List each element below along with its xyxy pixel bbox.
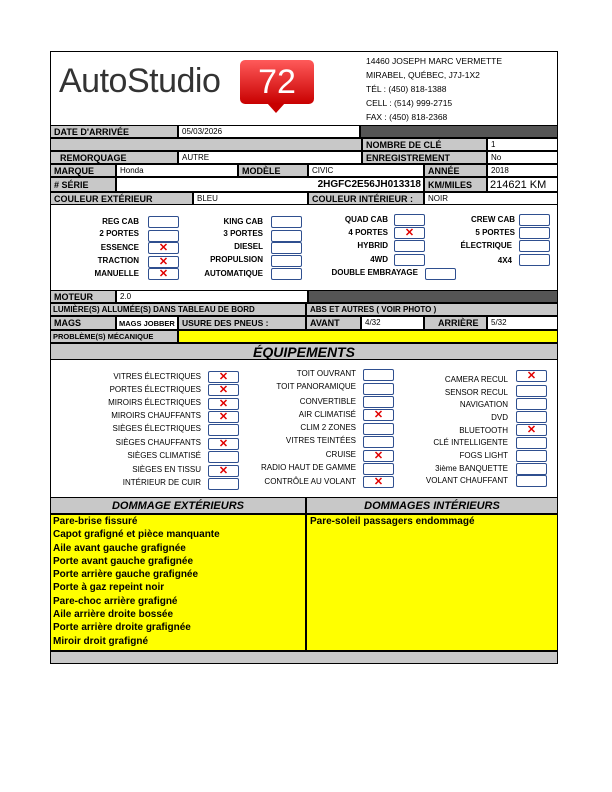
check-mark-icon: ✕ xyxy=(373,450,384,462)
equipment-checkbox-vitres-electriques[interactable] xyxy=(208,371,239,383)
equipment-checkbox-bluetooth[interactable] xyxy=(516,424,547,436)
serial-label: # SÉRIE xyxy=(50,177,116,192)
equipment-checkbox-sieges-en-tissu[interactable] xyxy=(208,465,239,477)
address-line2: MIRABEL, QUÉBEC, J7J-1X2 xyxy=(366,70,480,80)
equipment-label: MIROIRS ÉLECTRIQUES xyxy=(108,398,201,407)
mech-value-field[interactable] xyxy=(178,330,558,343)
check-mark-icon: ✕ xyxy=(158,256,169,268)
equipment-label: CLIM 2 ZONES xyxy=(300,423,356,432)
make-value[interactable]: Honda xyxy=(116,164,238,177)
option-label: AUTOMATIQUE xyxy=(204,269,263,278)
wheels-label: MAGS xyxy=(50,316,116,330)
option-label: TRACTION xyxy=(97,256,139,265)
serial-value[interactable]: 2HGFC2E56JH013318 xyxy=(116,177,424,192)
equipment-label: SIÈGES EN TISSU xyxy=(132,465,201,474)
equipment-label: SIÈGES ÉLECTRIQUES xyxy=(112,424,201,433)
mech-label: PROBLÈME(S) MÉCANIQUE xyxy=(50,330,178,343)
equipment-checkbox-dvd[interactable] xyxy=(516,411,547,423)
equipment-checkbox-navigation[interactable] xyxy=(516,398,547,410)
registration-label: ENREGISTREMENT xyxy=(362,151,487,164)
keys-label: NOMBRE DE CLÉ xyxy=(362,138,487,151)
towing-label: REMORQUAGE xyxy=(50,151,178,164)
equipment-checkbox-volant-chauffant[interactable] xyxy=(516,475,547,487)
int-damage-title: DOMMAGES INTÉRIEURS xyxy=(306,497,558,514)
equipment-label: NAVIGATION xyxy=(459,400,508,409)
footer-bar xyxy=(50,651,558,664)
option-label: PROPULSION xyxy=(210,255,263,264)
list-item: Porte arrière droite grafignée xyxy=(53,622,191,634)
list-item: Miroir droit grafigné xyxy=(53,635,148,647)
engine-label: MOTEUR xyxy=(50,290,116,303)
equipment-checkbox-miroirs-electriques[interactable] xyxy=(208,398,239,410)
equipment-checkbox-air-climatise[interactable] xyxy=(363,409,394,421)
equipment-checkbox-fogs-light[interactable] xyxy=(516,450,547,462)
equipment-checkbox-interieur-de-cuir[interactable] xyxy=(208,478,239,490)
equipment-label: CRUISE xyxy=(325,450,356,459)
option-label: DOUBLE EMBRAYAGE xyxy=(331,268,418,277)
list-item: Porte arrière gauche grafignée xyxy=(53,569,199,581)
equipment-checkbox-toit-ouvrant[interactable] xyxy=(363,369,394,381)
logo-badge xyxy=(240,60,314,104)
km-label: KM/MILES xyxy=(424,177,487,192)
option-label: 4X4 xyxy=(497,256,512,265)
equipment-label: BLUETOOTH xyxy=(459,426,508,435)
logo-number: 72 xyxy=(258,63,296,101)
rear-label: ARRIÈRE xyxy=(424,316,487,330)
check-mark-icon: ✕ xyxy=(158,268,169,280)
check-mark-icon: ✕ xyxy=(218,371,229,383)
check-mark-icon: ✕ xyxy=(218,411,229,423)
equipment-checkbox-cruise[interactable] xyxy=(363,450,394,462)
year-label: ANNÉE xyxy=(424,164,487,177)
option-label: 3 PORTES xyxy=(223,229,263,238)
make-label: MARQUE xyxy=(50,164,116,177)
equipment-label: VOLANT CHAUFFANT xyxy=(425,476,508,485)
registration-value[interactable]: No xyxy=(487,151,558,164)
list-item: Porte avant gauche grafignée xyxy=(53,555,194,567)
list-item: Pare-soleil passagers endommagé xyxy=(310,516,475,527)
option-label: 5 PORTES xyxy=(475,228,515,237)
equipment-label: CONTRÔLE AU VOLANT xyxy=(264,477,356,486)
equipment-checkbox-convertible[interactable] xyxy=(363,396,394,408)
equipment-label: VITRES ÉLECTRIQUES xyxy=(113,372,201,381)
arrival-value[interactable]: 05/03/2026 xyxy=(178,125,360,138)
check-mark-icon: ✕ xyxy=(218,384,229,396)
ext-damage-list[interactable] xyxy=(50,514,306,651)
option-label: 4WD xyxy=(370,255,388,264)
year-value[interactable]: 2018 xyxy=(487,164,558,177)
equipment-checkbox-sieges-climatise[interactable] xyxy=(208,451,239,463)
equipment-label: 3ième BANQUETTE xyxy=(435,464,508,473)
check-mark-icon: ✕ xyxy=(158,242,169,254)
equipment-label: RADIO HAUT DE GAMME xyxy=(261,463,356,472)
equipment-checkbox-clim-2-zones[interactable] xyxy=(363,423,394,435)
list-item: Pare-choc arrière grafigné xyxy=(53,595,178,607)
engine-bar xyxy=(308,290,558,303)
ext-damage-title: DOMMAGE EXTÉRIEURS xyxy=(50,497,306,514)
option-label: QUAD CAB xyxy=(344,215,388,224)
equipment-checkbox-sieges-electriques[interactable] xyxy=(208,424,239,436)
check-mark-icon: ✕ xyxy=(373,409,384,421)
option-label: 2 PORTES xyxy=(99,229,139,238)
list-item: Aile avant gauche grafignée xyxy=(53,542,186,554)
equipment-checkbox-toit-panoramique[interactable] xyxy=(363,383,394,395)
check-mark-icon: ✕ xyxy=(526,424,537,436)
equipment-label: SENSOR RECUL xyxy=(444,388,508,397)
equipment-checkbox-3ieme-banquette[interactable] xyxy=(516,463,547,475)
keys-value[interactable]: 1 xyxy=(487,138,558,151)
ext-color-value[interactable]: BLEU xyxy=(193,192,308,205)
option-label: ÉLECTRIQUE xyxy=(460,241,512,250)
option-checkbox-double-embrayage[interactable] xyxy=(425,268,456,280)
equipment-checkbox-vitres-teintees[interactable] xyxy=(363,436,394,448)
ext-color-label: COULEUR EXTÉRIEUR xyxy=(50,192,193,205)
equipment-checkbox-controle-au-volant[interactable] xyxy=(363,476,394,488)
logo-badge-tail xyxy=(267,103,285,113)
equipment-label: SIÈGES CLIMATISÉ xyxy=(127,451,201,460)
check-mark-icon: ✕ xyxy=(218,398,229,410)
fax: FAX : (450) 818-2368 xyxy=(366,112,448,122)
cell: CELL : (514) 999-2715 xyxy=(366,98,453,108)
equipment-label: AIR CLIMATISÉ xyxy=(298,410,356,419)
option-label: HYBRID xyxy=(357,241,388,250)
equipment-label: FOGS LIGHT xyxy=(459,451,508,460)
spacer-row xyxy=(50,138,362,151)
option-label: DIESEL xyxy=(234,242,263,251)
address-line1: 14460 JOSEPH MARC VERMETTE xyxy=(366,56,503,66)
equipment-label: TOIT PANORAMIQUE xyxy=(276,382,356,391)
option-checkbox-5-portes[interactable] xyxy=(519,227,550,239)
equipment-checkbox-sensor-recul[interactable] xyxy=(516,385,547,397)
option-checkbox-crew-cab[interactable] xyxy=(519,214,550,226)
logo-text: AutoStudio xyxy=(59,62,221,100)
equipment-label: CLÉ INTELLIGENTE xyxy=(433,438,508,447)
km-value[interactable]: 214621 KM xyxy=(487,177,558,192)
list-item: Capot grafigné et pièce manquante xyxy=(53,529,220,541)
int-color-label: COULEUR INTÉRIEUR : xyxy=(308,192,424,205)
model-label: MODÈLE xyxy=(238,164,308,177)
option-label: ESSENCE xyxy=(100,243,139,252)
int-color-value[interactable]: NOIR xyxy=(424,192,558,205)
equipment-label: CONVERTIBLE xyxy=(299,397,356,406)
equipment-label: SIÈGES CHAUFFANTS xyxy=(115,438,201,447)
option-label: MANUELLE xyxy=(94,269,139,278)
front-value[interactable]: 4/32 xyxy=(361,316,424,330)
list-item: Aile arrière droite bossée xyxy=(53,609,174,621)
phone: TÉL : (450) 818-1388 xyxy=(366,84,447,94)
check-mark-icon: ✕ xyxy=(526,370,537,382)
equipment-checkbox-radio-haut-de-gamme[interactable] xyxy=(363,463,394,475)
equipment-title: ÉQUIPEMENTS xyxy=(50,343,558,360)
equipment-label: VITRES TEINTÉES xyxy=(285,436,356,445)
option-label: CREW CAB xyxy=(471,215,515,224)
wheels-value[interactable]: MAGS JOBBER xyxy=(116,316,178,330)
equipment-label: TOIT OUVRANT xyxy=(296,369,356,378)
arrival-label: DATE D'ARRIVÉE xyxy=(50,125,178,138)
equipment-label: CAMERA RECUL xyxy=(444,375,508,384)
option-label: REG CAB xyxy=(102,217,139,226)
equipment-label: MIROIRS CHAUFFANTS xyxy=(111,411,201,420)
lights-label: LUMIÈRE(S) ALLUMÉE(S) DANS TABLEAU DE BORD xyxy=(50,303,306,316)
rear-value[interactable]: 5/32 xyxy=(487,316,558,330)
equipment-checkbox-sieges-chauffants[interactable] xyxy=(208,438,239,450)
check-mark-icon: ✕ xyxy=(404,227,415,239)
model-value[interactable]: CIVIC xyxy=(308,164,424,177)
logo xyxy=(57,58,317,120)
abs-label: ABS ET AUTRES ( VOIR PHOTO ) xyxy=(306,303,558,316)
equipment-checkbox-miroirs-chauffants[interactable] xyxy=(208,411,239,423)
option-checkbox-electrique[interactable] xyxy=(519,240,550,252)
check-mark-icon: ✕ xyxy=(218,438,229,450)
tires-label: USURE DES PNEUS : xyxy=(178,316,306,330)
list-item: Porte à gaz repeint noir xyxy=(53,582,165,594)
equipment-label: PORTES ÉLECTRIQUES xyxy=(109,385,201,394)
option-label: KING CAB xyxy=(223,217,263,226)
list-item: Pare-brise fissuré xyxy=(53,516,138,527)
option-label: 4 PORTES xyxy=(348,228,388,237)
equipment-checkbox-cle-intelligente[interactable] xyxy=(516,437,547,449)
int-damage-list[interactable] xyxy=(306,514,558,651)
front-label: AVANT xyxy=(306,316,361,330)
equipment-label: INTÉRIEUR DE CUIR xyxy=(122,478,201,487)
towing-value[interactable]: AUTRE xyxy=(178,151,362,164)
option-checkbox-automatique[interactable] xyxy=(271,268,302,280)
check-mark-icon: ✕ xyxy=(218,465,229,477)
equipment-label: DVD xyxy=(491,413,508,422)
option-checkbox-4x4[interactable] xyxy=(519,254,550,266)
check-mark-icon: ✕ xyxy=(373,476,384,488)
equipment-checkbox-portes-electriques[interactable] xyxy=(208,384,239,396)
engine-value[interactable]: 2.0 xyxy=(116,290,308,303)
header-bar xyxy=(360,125,558,138)
equipment-checkbox-camera-recul[interactable] xyxy=(516,370,547,382)
